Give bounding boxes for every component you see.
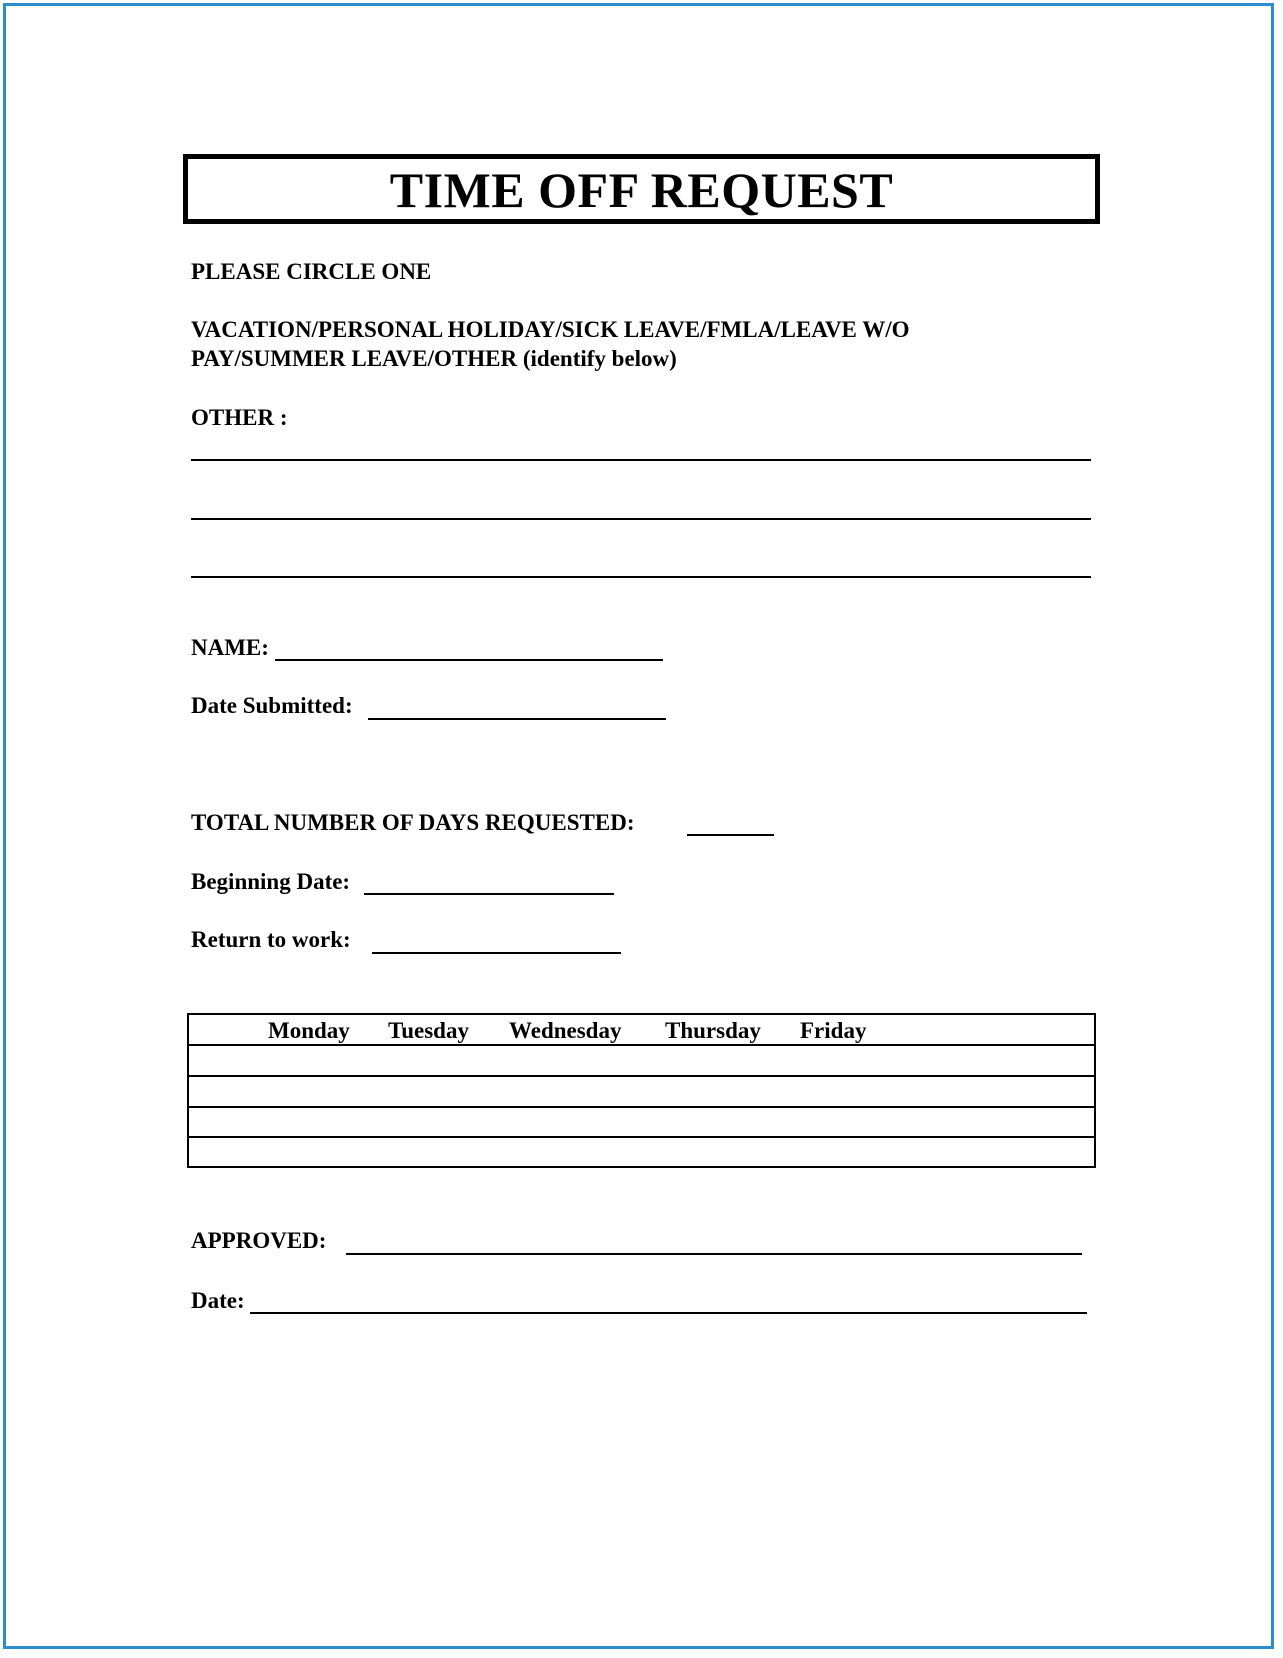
table-row-divider — [189, 1044, 1094, 1046]
date-label: Date: — [191, 1288, 245, 1313]
name-label: NAME: — [191, 635, 269, 660]
approved-signature-field[interactable] — [346, 1253, 1082, 1255]
other-label: OTHER : — [191, 405, 288, 430]
form-title: TIME OFF REQUEST — [389, 162, 894, 218]
date-submitted-field[interactable] — [368, 718, 666, 720]
table-row-divider — [189, 1136, 1094, 1138]
return-to-work-label: Return to work: — [191, 927, 351, 952]
total-days-label: TOTAL NUMBER OF DAYS REQUESTED: — [191, 810, 635, 835]
table-row-divider — [189, 1106, 1094, 1108]
return-to-work-field[interactable] — [372, 952, 621, 954]
weekday-monday: Monday — [268, 1018, 350, 1043]
other-line-2[interactable] — [191, 518, 1091, 520]
approved-label: APPROVED: — [191, 1228, 327, 1253]
weekday-thursday: Thursday — [665, 1018, 761, 1043]
name-field[interactable] — [275, 659, 663, 661]
date-submitted-label: Date Submitted: — [191, 693, 353, 718]
leave-types-line1: VACATION/PERSONAL HOLIDAY/SICK LEAVE/FMLA/LEAVE W/O — [191, 317, 910, 342]
weekday-wednesday: Wednesday — [509, 1018, 622, 1043]
other-line-1[interactable] — [191, 459, 1091, 461]
other-line-3[interactable] — [191, 576, 1091, 578]
total-days-field[interactable] — [687, 834, 774, 836]
beginning-date-field[interactable] — [364, 893, 614, 895]
circle-instruction: PLEASE CIRCLE ONE — [191, 259, 432, 284]
beginning-date-label: Beginning Date: — [191, 869, 351, 894]
weekday-friday: Friday — [800, 1018, 867, 1043]
weekday-tuesday: Tuesday — [388, 1018, 469, 1043]
title-box — [183, 154, 1100, 224]
leave-types-line2: PAY/SUMMER LEAVE/OTHER (identify below) — [191, 346, 677, 371]
date-field[interactable] — [250, 1312, 1087, 1314]
table-row-divider — [189, 1075, 1094, 1077]
weekday-table — [187, 1013, 1096, 1168]
